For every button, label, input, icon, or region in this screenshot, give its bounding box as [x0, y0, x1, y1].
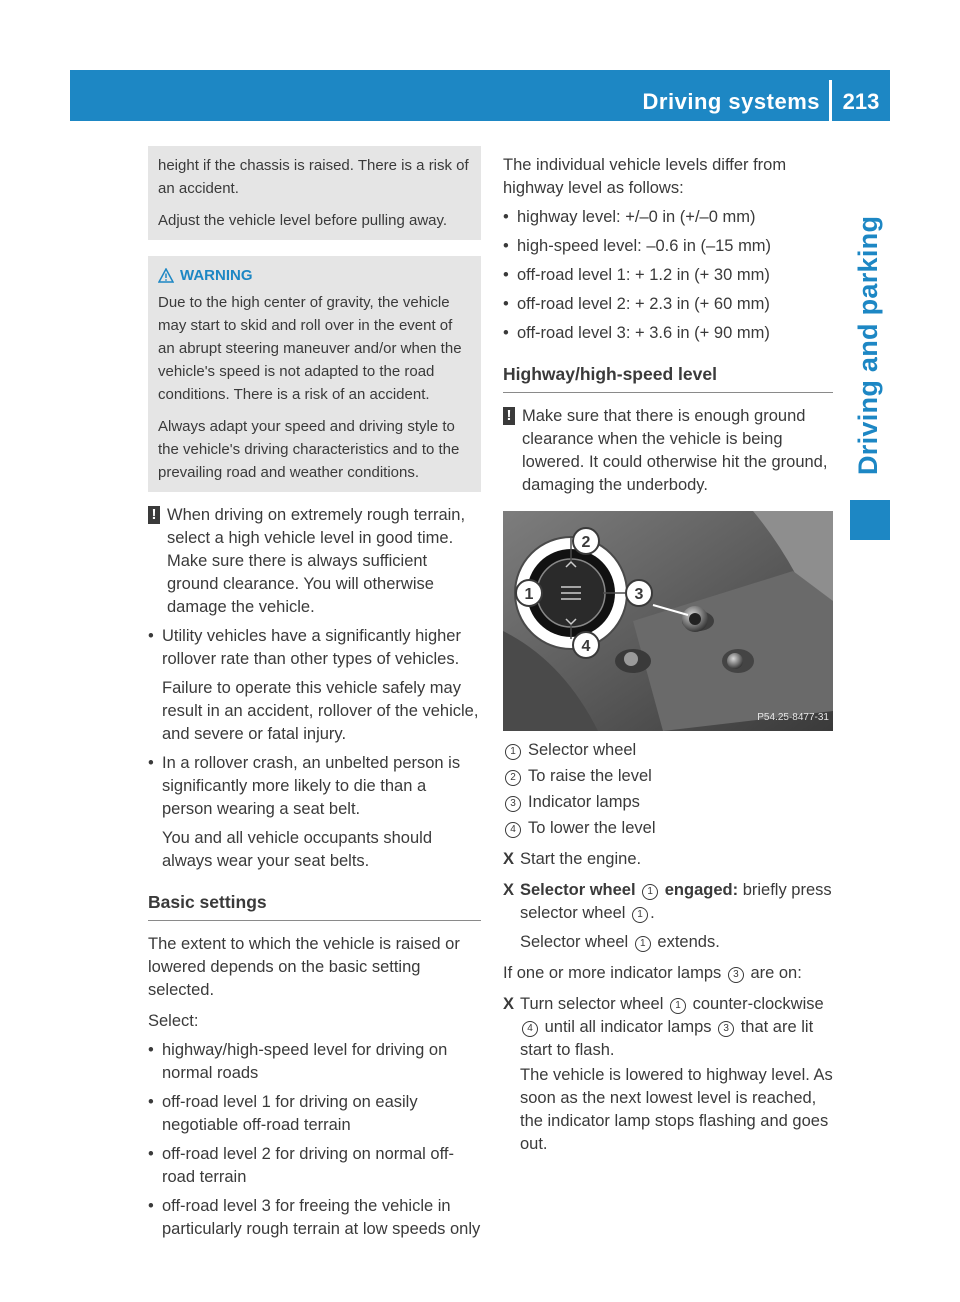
basic-settings-intro: The extent to which the vehicle is raised or lowered depends on the basic setting selected.: [148, 935, 460, 999]
bullet-icon: •: [503, 237, 509, 255]
warning-text-1: Due to the high center of gravity, the vehicle may start to skid and roll over in the event of an abrupt steering maneuver and/or when the vehicle's speed is not adapted to the road conditions. There is a risk of an accident.: [158, 294, 462, 403]
setting-text: off-road level 1 for driving on easily negotiable off-road terrain: [162, 1093, 418, 1134]
legend-text: To lower the level: [528, 819, 656, 837]
step-part: until all indicator lamps: [544, 1018, 712, 1036]
callout-3-label: 3: [634, 586, 644, 603]
level-text: off-road level 3: + 3.6 in (+ 90 mm): [517, 324, 770, 342]
condition-part: If one or more indicator lamps: [503, 964, 722, 982]
warning-header: [158, 264, 471, 287]
callout-4-label: 4: [581, 638, 591, 655]
list-item: [503, 206, 833, 229]
left-column: [148, 146, 481, 1241]
ref-number: 1: [635, 936, 651, 952]
step-text: Start the engine.: [520, 850, 642, 868]
step-arrow-icon: X: [503, 881, 515, 899]
notice-ground-clearance: [503, 405, 833, 497]
ref-number: 1: [632, 907, 648, 923]
highway-level-heading: Highway/high-speed level: [503, 363, 833, 393]
list-item: [148, 1143, 481, 1189]
select-label: Select:: [148, 1012, 199, 1030]
ref-number: 4: [522, 1021, 538, 1037]
list-item: [148, 752, 481, 821]
warning-title: WARNING: [180, 267, 253, 284]
list-item: [148, 1091, 481, 1137]
basic-settings-heading: Basic settings: [148, 891, 481, 921]
level-text: high-speed level: –0.6 in (–15 mm): [517, 237, 772, 255]
photo-reference: P54.25-8477-31: [757, 712, 829, 723]
notice-rough-terrain: [148, 504, 481, 619]
list-item: [503, 264, 833, 287]
warning-triangle-icon: [158, 268, 174, 284]
notice-text: When driving on extremely rough terrain, select a high vehicle level in good time. Make sure there is always sufficient ground clearance. You will otherwise damage the vehicle.: [167, 506, 466, 616]
step-detail: briefly press selector wheel: [520, 881, 832, 922]
callout-1-label: 1: [524, 586, 534, 603]
bullet-icon: •: [148, 1145, 154, 1163]
bullet-icon: •: [148, 1093, 154, 1111]
step-turn-wheel: [503, 993, 833, 1062]
legend-item: [503, 817, 833, 840]
setting-text: off-road level 2 for driving on normal off-road terrain: [162, 1145, 454, 1186]
bullet-icon: •: [148, 1197, 154, 1215]
ref-number: 1: [642, 884, 658, 900]
legend-item: [503, 739, 833, 762]
page-header: [70, 70, 890, 121]
bullet-continuation: Failure to operate this vehicle safely may result in an accident, rollover of the vehicle, and severe or fatal injury.: [162, 679, 479, 743]
bullet-icon: •: [503, 295, 509, 313]
step-text: Selector wheel 1 engaged: briefly press selector wheel 1 .: [520, 881, 832, 922]
step-part: Turn selector wheel: [520, 995, 664, 1013]
list-item: [148, 1195, 481, 1241]
bullet-continuation: You and all vehicle occupants should always wear your seat belts.: [162, 829, 433, 870]
bullet-icon: •: [503, 266, 509, 284]
step-result-text: Selector wheel: [520, 933, 629, 951]
level-text: off-road level 1: + 1.2 in (+ 30 mm): [517, 266, 770, 284]
ref-number: 1: [670, 998, 686, 1014]
ref-number: 3: [728, 967, 744, 983]
warning-box: [148, 256, 481, 492]
setting-text: highway/high-speed level for driving on normal roads: [162, 1041, 448, 1082]
ref-number: 3: [718, 1021, 734, 1037]
bullet-icon: •: [148, 627, 154, 645]
bullet-text: In a rollover crash, an unbelted person is significantly more likely to die than a person wearing a seat belt.: [162, 754, 461, 818]
center-console-photo: [503, 511, 833, 731]
notice-icon: !: [148, 506, 160, 524]
condition-text: [503, 962, 833, 985]
step-result: [503, 931, 833, 954]
level-text: highway level: +/–0 in (+/–0 mm): [517, 208, 756, 226]
bullet-icon: •: [148, 1041, 154, 1059]
caution-text-1: height if the chassis is raised. There is a risk of an accident.: [158, 157, 469, 197]
bullet-icon: •: [503, 208, 509, 226]
step-bold: engaged:: [664, 881, 739, 899]
step-arrow-icon: X: [503, 995, 515, 1013]
step-result-text: extends.: [657, 933, 720, 951]
warning-text-2: Always adapt your speed and driving style to the vehicle's driving characteristics and to the prevailing road and weather conditions.: [158, 418, 460, 481]
step-part: counter-clockwise: [692, 995, 824, 1013]
legend-number: 3: [505, 796, 521, 812]
legend-item: [503, 765, 833, 788]
list-item: [148, 625, 481, 671]
list-item: [503, 322, 833, 345]
levels-intro: The individual vehicle levels differ from highway level as follows:: [503, 156, 787, 197]
legend: [503, 739, 833, 840]
legend-text: To raise the level: [528, 767, 652, 785]
list-item: [503, 235, 833, 258]
bullet-icon: •: [503, 324, 509, 342]
page-number: 213: [842, 89, 880, 114]
console-illustration: [503, 511, 833, 731]
legend-number: 1: [505, 744, 521, 760]
setting-text: off-road level 3 for freeing the vehicle in particularly rough terrain at low speeds only: [162, 1197, 481, 1238]
bullet-text: Utility vehicles have a significantly higher rollover rate than other types of vehicles.: [162, 627, 461, 668]
notice-text: Make sure that there is enough ground clearance when the vehicle is being lowered. It could otherwise hit the ground, damaging the underbody.: [522, 407, 828, 494]
step-start-engine: [503, 848, 833, 871]
step-result: The vehicle is lowered to highway level. As soon as the next lowest level is reached, the indicator lamp stops flashing and goes out.: [520, 1066, 833, 1153]
legend-number: 4: [505, 822, 521, 838]
legend-text: Selector wheel: [528, 741, 637, 759]
notice-icon: !: [503, 407, 515, 425]
section-title: Driving systems: [642, 89, 820, 114]
side-tab-block: [850, 500, 890, 540]
step-bold: Selector wheel: [520, 881, 636, 899]
legend-text: Indicator lamps: [528, 793, 640, 811]
level-text: off-road level 2: + 2.3 in (+ 60 mm): [517, 295, 770, 313]
right-column: [503, 154, 833, 1156]
step-text: [520, 993, 833, 1062]
condition-part: are on:: [750, 964, 802, 982]
callout-2-label: 2: [581, 534, 591, 551]
legend-item: [503, 791, 833, 814]
step-part: that are lit start to flash.: [520, 1018, 814, 1059]
list-item: [503, 293, 833, 316]
caution-box: [148, 146, 481, 240]
step-arrow-icon: X: [503, 850, 515, 868]
list-item: [148, 1039, 481, 1085]
step-press-wheel: [503, 879, 833, 925]
legend-number: 2: [505, 770, 521, 786]
caution-text-2: Adjust the vehicle level before pulling away.: [158, 212, 448, 229]
bullet-icon: •: [148, 754, 154, 772]
